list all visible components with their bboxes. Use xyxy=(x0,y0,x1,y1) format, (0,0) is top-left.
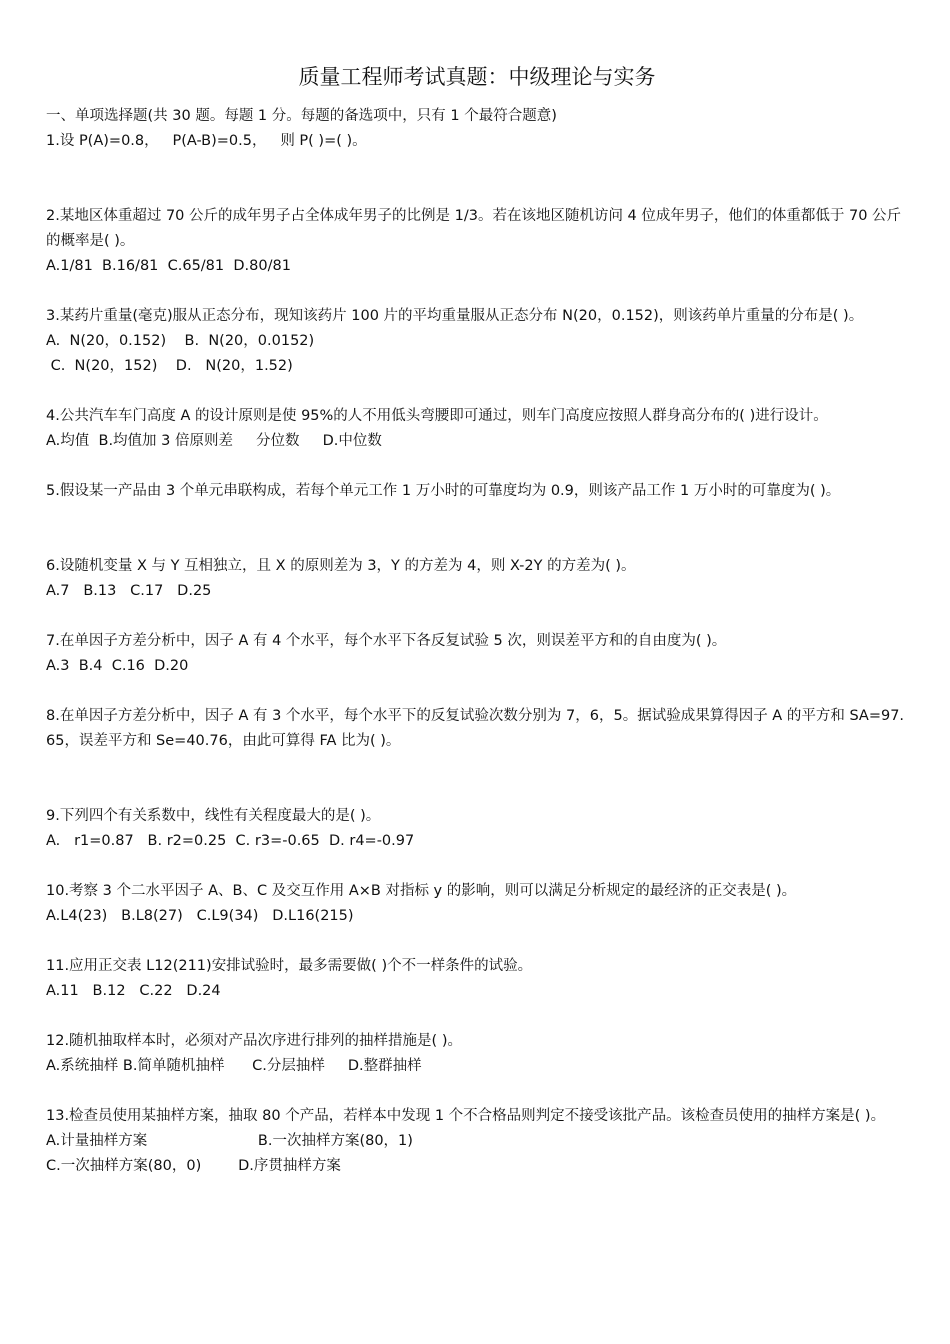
question-stem: 2.某地区体重超过 70 公斤的成年男子占全体成年男子的比例是 1/3。若在该地区随机访问 4 位成年男子，他们的体重都低于 70 公斤的概率是( )。 xyxy=(46,208,902,249)
question-stem: 1.设 P(A)=0.8， P(A-B)=0.5， 则 P( )=( )。 xyxy=(46,133,367,149)
page-title: 质量工程师考试真题：中级理论与实务 xyxy=(298,65,656,89)
question-stem: 4.公共汽车车门高度 A 的设计原则是使 95%的人不用低头弯腰即可通过，则车门高度应按照人群身高分布的( )进行设计。 xyxy=(46,408,828,424)
question-9 xyxy=(46,804,908,854)
question-stem: 11.应用正交表 L12(211)安排试验时，最多需要做( )个不一样条件的试验。 xyxy=(46,958,533,974)
question-options: A.系统抽样 B.简单随机抽样 C.分层抽样 D.整群抽样 xyxy=(46,1058,422,1074)
question-options: A.计量抽样方案 B.一次抽样方案(80，1) xyxy=(46,1133,413,1149)
question-12 xyxy=(46,1029,908,1079)
question-options: A. r1=0.87 B. r2=0.25 C. r3=-0.65 D. r4=-0.97 xyxy=(46,833,415,849)
question-stem: 7.在单因子方差分析中，因子 A 有 4 个水平，每个水平下各反复试验 5 次，则误差平方和的自由度为( )。 xyxy=(46,633,727,649)
question-4 xyxy=(46,404,908,454)
question-stem: 3.某药片重量(毫克)服从正态分布，现知该药片 100 片的平均重量服从正态分布 N(20，0.152)，则该药单片重量的分布是( )。 xyxy=(46,308,864,324)
question-options: A. N(20，0.152) B. N(20，0.0152) xyxy=(46,333,315,349)
document-page xyxy=(46,62,908,1179)
question-stem: 5.假设某一产品由 3 个单元串联构成，若每个单元工作 1 万小时的可靠度均为 0.9，则该产品工作 1 万小时的可靠度为( )。 xyxy=(46,483,841,499)
question-stem: 10.考察 3 个二水平因子 A、B、C 及交互作用 A×B 对指标 y 的影响，则可以满足分析规定的最经济的正交表是( )。 xyxy=(46,883,797,899)
question-8 xyxy=(46,704,908,754)
question-stem: 12.随机抽取样本时，必须对产品次序进行排列的抽样措施是( )。 xyxy=(46,1033,462,1049)
question-stem: 6.设随机变量 X 与 Y 互相独立，且 X 的原则差为 3，Y 的方差为 4，则 X-2Y 的方差为( )。 xyxy=(46,558,636,574)
question-10 xyxy=(46,879,908,929)
question-3 xyxy=(46,304,908,379)
question-options: A.3 B.4 C.16 D.20 xyxy=(46,658,189,674)
question-stem: 13.检查员使用某抽样方案，抽取 80 个产品，若样本中发现 1 个不合格品则判定不接受该批产品。该检查员使用的抽样方案是( )。 xyxy=(46,1108,886,1124)
question-11 xyxy=(46,954,908,1004)
question-5 xyxy=(46,479,908,504)
question-options: A.均值 B.均值加 3 倍原则差 分位数 D.中位数 xyxy=(46,433,382,449)
question-1 xyxy=(46,129,908,154)
question-options: A.11 B.12 C.22 D.24 xyxy=(46,983,221,999)
question-stem: 8.在单因子方差分析中，因子 A 有 3 个水平，每个水平下的反复试验次数分别为 7，6，5。据试验成果算得因子 A 的平方和 SA=97.65，误差平方和 Se=40.76，由此可算得 FA 比为( )。 xyxy=(46,708,905,749)
question-13 xyxy=(46,1104,908,1179)
question-options: A.7 B.13 C.17 D.25 xyxy=(46,583,212,599)
question-6 xyxy=(46,554,908,604)
question-options: A.1/81 B.16/81 C.65/81 D.80/81 xyxy=(46,258,291,274)
question-stem: 9.下列四个有关系数中，线性有关程度最大的是( )。 xyxy=(46,808,381,824)
question-options: C. N(20，152) D. N(20，1.52) xyxy=(46,358,293,374)
section-heading: 一、单项选择题(共 30 题。每题 1 分。每题的备选项中，只有 1 个最符合题意) xyxy=(46,108,557,124)
question-2 xyxy=(46,204,908,279)
question-options: A.L4(23) B.L8(27) C.L9(34) D.L16(215) xyxy=(46,908,354,924)
question-7 xyxy=(46,629,908,679)
question-options: C.一次抽样方案(80，0) D.序贯抽样方案 xyxy=(46,1158,341,1174)
